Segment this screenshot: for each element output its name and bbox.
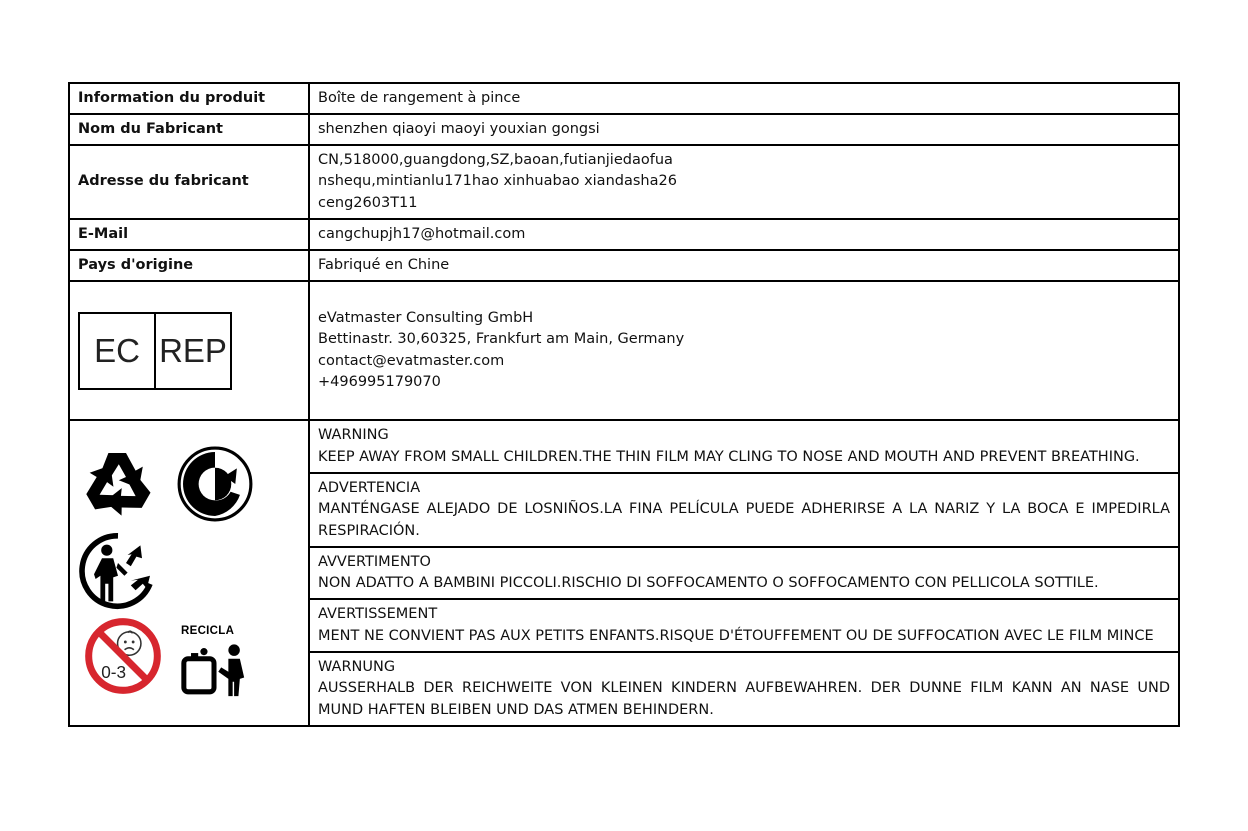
warning-title: WARNUNG [318,658,396,675]
origin-value: Fabriqué en Chine [309,250,1179,281]
warning-title: ADVERTENCIA [318,479,421,496]
email-value: cangchupjh17@hotmail.com [309,219,1179,250]
row-manufacturer [69,114,1179,145]
green-dot-icon [176,445,254,523]
recycle-icon [78,445,158,525]
warning-de [309,652,1179,726]
manufacturer-label: Nom du Fabricant [69,114,309,145]
warning-text: MANTÉNGASE ALEJADO DE LOSNIÑOS.LA FINA PELÍCULA PUEDE ADHERIRSE A LA NARIZ Y LA BOCA E IMPEDIRLA RESPIRACIÓN. [318,501,1170,539]
age-range-label: 0-3 [101,661,127,682]
warning-title: AVVERTIMENTO [318,553,431,570]
row-origin [69,250,1179,281]
warning-fr [309,599,1179,652]
ec-rep-cell [69,281,309,420]
warning-title: AVERTISSEMENT [318,606,438,622]
ec-rep-left: EC [94,331,140,369]
ec-rep-symbol [78,312,232,390]
product-info-table [68,82,1180,727]
address-value: CN,518000,guangdong,SZ,baoan,futianjiedaofua nshequ,mintianlu171hao xinhuabao xiandasha26 ceng2603T11 [309,145,1179,219]
origin-label: Pays d'origine [69,250,309,281]
warning-title: WARNING [318,427,389,443]
warning-es [309,473,1179,547]
warning-text: KEEP AWAY FROM SMALL CHILDREN.THE THIN FILM MAY CLING TO NOSE AND MOUTH AND PREVENT BREATHING. [318,448,1140,465]
warning-text: MENT NE CONVIENT PAS AUX PETITS ENFANTS.RISQUE D'ÉTOUFFEMENT OU DE SUFFOCATION AVEC LE FILM MINCE [318,627,1154,644]
row-ec-rep [69,281,1179,420]
manufacturer-value: shenzhen qiaoyi maoyi youxian gongsi [309,114,1179,145]
row-email [69,219,1179,250]
address-label: Adresse du fabricant [69,145,309,219]
warning-text: NON ADATTO A BAMBINI PICCOLI.RISCHIO DI SOFFOCAMENTO O SOFFOCAMENTO CON PELLICOLA SOTTILE. [318,575,1099,591]
row-product [69,83,1179,114]
warning-en [309,420,1179,473]
email-label: E-Mail [69,219,309,250]
ec-rep-right: REP [154,314,230,388]
tidyman-recycle-icon [77,531,159,611]
row-warning-en [69,420,1179,473]
product-label: Information du produit [69,83,309,114]
ec-rep-details: eVatmaster Consulting GmbH Bettinastr. 30,60325, Frankfurt am Main, Germany contact@evatmaster.com +496995179070 [309,281,1179,420]
product-value: Boîte de rangement à pince [309,83,1179,114]
recicla-icon [178,621,250,699]
row-address [69,145,1179,219]
warning-it [309,547,1179,599]
warning-text: AUSSERHALB DER REICHWEITE VON KLEINEN KINDERN AUFBEWAHREN. DER DUNNE FILM KANN AN NASE UND MUND HAFTEN BLEIBEN UND DAS ATMEN BEHINDERN. [318,680,1170,718]
recicla-label: RECICLA [181,625,235,637]
recycling-symbols-cell [69,420,309,726]
not-for-age-0-3-icon [84,617,162,695]
